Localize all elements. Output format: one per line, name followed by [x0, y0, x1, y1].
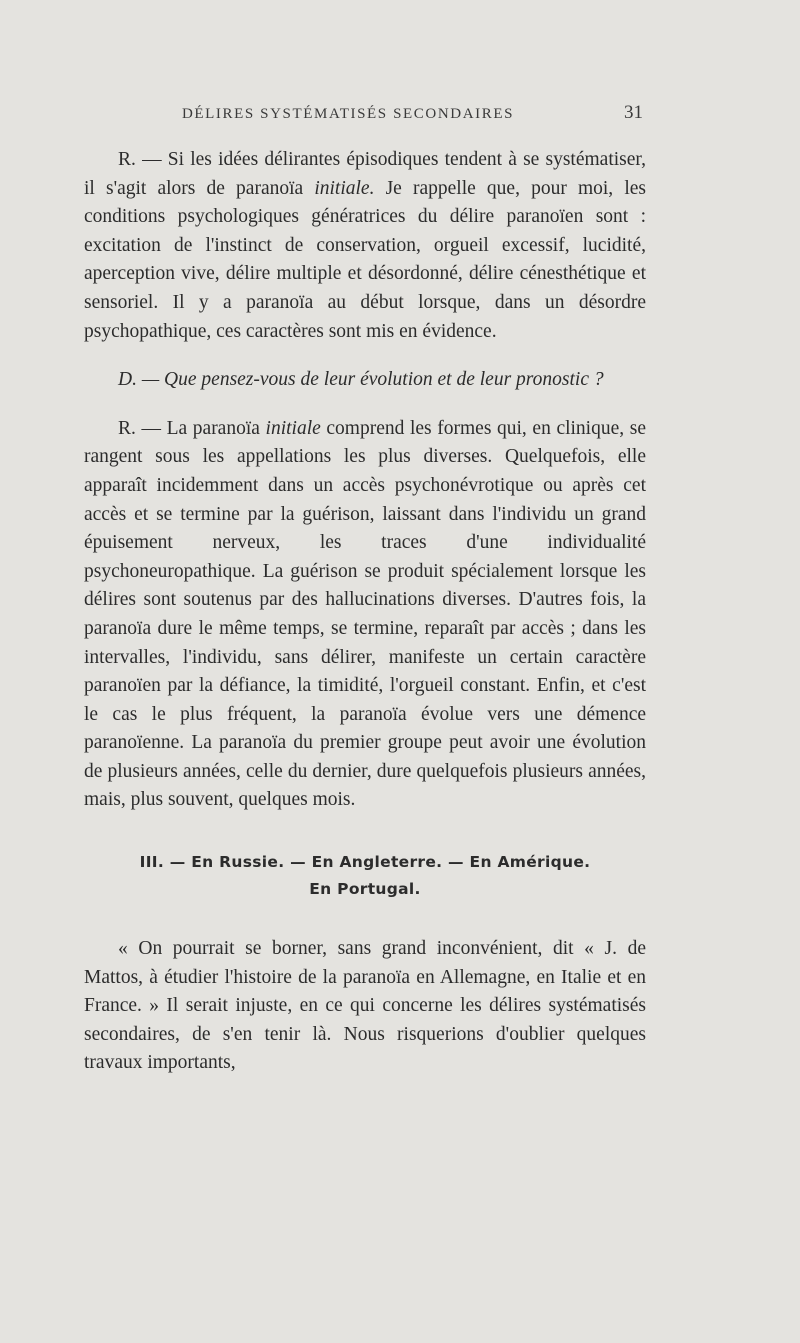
paragraph-answer-1: R. — Si les idées délirantes épisodiques tendent à se systématiser, il s'agit alors de paranoïa initiale. Je rappelle que, pour moi, les conditions psychologiques génératrices du délire paranoïen sont : excitation de l'instinct de conservation, orgueil excessif, lucidité, aperception vive, délire multiple et désordonné, délire cénesthétique et sensoriel. Il y a paranoïa au début lorsque, dans un désordre psychopathique, ces caractères sont mis en évidence.: [84, 149, 646, 342]
section-heading: [84, 849, 646, 903]
section-heading-line-2: En Portugal.: [309, 880, 421, 899]
paragraph-question: D. — Que pensez-vous de leur évolution et de leur pronostic ?: [118, 369, 604, 391]
running-title: DÉLIRES SYSTÉMATISÉS SECONDAIRES: [181, 106, 515, 122]
paragraph-answer-2: R. — La paranoïa initiale comprend les formes qui, en clinique, se rangent sous les appellations les plus diverses. Quelquefois, elle apparaît incidemment dans un accès psychonévrotique ou après cet accès et se termine par la guérison, laissant dans l'individu un grand épuisement nerveux, les traces d'une individualité psychoneuropathique. La guérison se produit spécialement lorsque les délires sont soutenus par des hallucinations diverses. D'autres fois, la paranoïa dure le même temps, se termine, reparaît par accès ; dans les intervalles, l'individu, sans délirer, manifeste un certain caractère paranoïen par la défiance, la timidité, l'orgueil constant. Enfin, et c'est le cas le plus fréquent, la paranoïa évolue vers une démence paranoïenne. La paranoïa du premier groupe peut avoir une évolution de plusieurs années, celle du dernier, dure quelquefois plusieurs années, mais, plus souvent, quelques mois.: [84, 417, 646, 811]
paragraph-quote: « On pourrait se borner, sans grand inconvénient, dit « J. de Mattos, à étudier l'histoire de la paranoïa en Allemagne, en Italie et en France. » Il serait injuste, en ce qui concerne les délires systématisés secondaires, de s'en tenir là. Nous risquerions d'oublier quelques travaux importants,: [84, 938, 646, 1074]
page-body: [84, 146, 646, 1078]
page-number: 31: [624, 102, 643, 123]
section-heading-line-1: III. — En Russie. — En Angleterre. — En Amérique.: [139, 853, 591, 872]
